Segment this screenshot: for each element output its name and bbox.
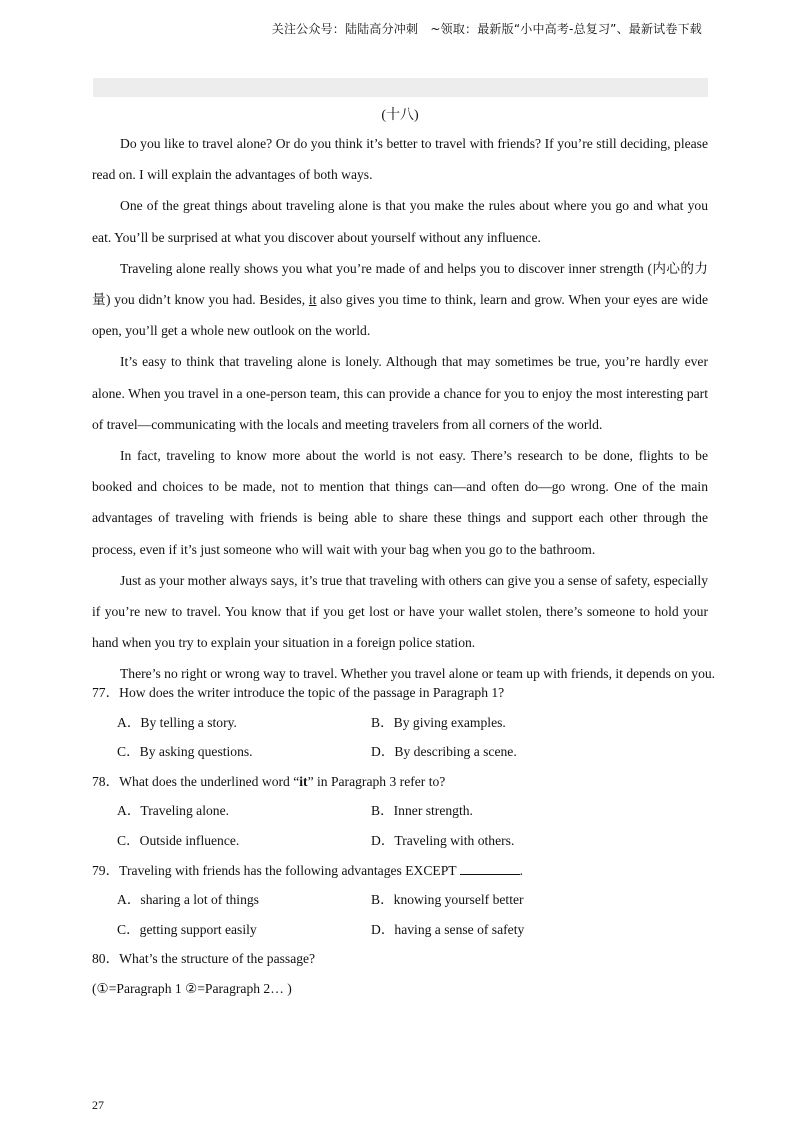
question-79-option-a[interactable]: A．sharing a lot of things	[117, 892, 259, 908]
passage-paragraph-6: Just as your mother always says, it’s true that traveling with others can give you a sense of safety, especially if you’re new to travel. You know that if you get lost or have your wallet stolen, there’s someone to hold your hand when you try to explain your situation in a foreign police station.	[92, 572, 708, 651]
question-79-options-row-2	[92, 915, 708, 945]
passage-paragraph-5: In fact, traveling to know more about the world is not easy. There’s research to be done, flights to be booked and choices to be made, not to mention that things can—and often do—go wrong. One of the main advantages of traveling with friends is being able to share these things and support each other through the process, even if it’s just someone who will wait with your bag when you go to the bathroom.	[92, 448, 708, 557]
question-78-option-b[interactable]: B．Inner strength.	[371, 803, 473, 819]
question-79-stem-period: .	[519, 862, 523, 878]
answer-blank[interactable]	[460, 862, 520, 875]
passage-paragraph-2: One of the great things about traveling alone is that you make the rules about where you go and what you eat. You’ll be surprised at what you discover about yourself without any influence.	[92, 198, 708, 245]
underlined-word-it: it	[308, 292, 317, 308]
header-separator-bar	[93, 78, 708, 97]
question-77-option-d[interactable]: D．By describing a scene.	[371, 744, 517, 760]
reading-passage	[92, 128, 716, 690]
question-78-options-row-2	[92, 826, 708, 856]
question-80-note: (①=Paragraph 1 ②=Paragraph 2… )	[92, 980, 292, 996]
question-79-option-b[interactable]: B．knowing yourself better	[371, 892, 524, 908]
page-number: 27	[92, 1098, 104, 1112]
question-80-stem: 80．What’s the structure of the passage?	[92, 951, 316, 967]
question-77-option-a[interactable]: A．By telling a story.	[117, 714, 237, 730]
question-79-stem	[92, 856, 708, 886]
question-77-option-b[interactable]: B．By giving examples.	[371, 714, 506, 730]
question-79-options-row-1	[92, 885, 708, 915]
passage-paragraph-1: Do you like to travel alone? Or do you think it’s better to travel with friends? If you’re still deciding, please read on. I will explain the advantages of both ways.	[92, 136, 708, 183]
question-78-option-c[interactable]: C．Outside influence.	[117, 832, 240, 848]
question-79-stem-text: 79．Traveling with friends has the following advantages EXCEPT	[92, 862, 457, 878]
question-78-option-a[interactable]: A．Traveling alone.	[117, 803, 230, 819]
question-77-stem: 77．How does the writer introduce the topic of the passage in Paragraph 1?	[92, 685, 505, 700]
question-78-stem-start: 78．What does the underlined word “	[92, 773, 300, 789]
paragraph-3-text-start: Traveling alone really shows you what you’re made of and helps you to discover inner strength (内心的力量) you didn’t know you had. Besides,	[92, 260, 708, 308]
passage-paragraph-3	[92, 253, 708, 347]
question-79-option-c[interactable]: C．getting support easily	[117, 921, 257, 937]
section-title: (十八)	[381, 108, 419, 123]
question-77-options-row-2	[92, 737, 708, 767]
question-78-stem-end: ” in Paragraph 3 refer to?	[307, 773, 446, 789]
paragraph-3-text-end: also gives you time to think, learn and grow. When your eyes are wide open, you’ll get a whole new outlook on the world.	[92, 292, 709, 339]
question-77-option-c[interactable]: C．By asking questions.	[117, 744, 253, 760]
question-78-option-d[interactable]: D．Traveling with others.	[371, 832, 515, 848]
question-77-options-row-1	[92, 708, 708, 738]
page-header: 关注公众号：陆陆高分冲刺 ~领取：最新版“小中高考-总复习”、最新试卷下载	[271, 22, 702, 36]
question-79-option-d[interactable]: D．having a sense of safety	[371, 921, 525, 937]
question-78-options-row-1	[92, 796, 708, 826]
passage-paragraph-4: It’s easy to think that traveling alone is lonely. Although that may sometimes be true, you’re hardly ever alone. When you travel in a one-person team, this can provide a chance for you to enjoy the most interesting part of travel—communicating with the locals and meeting travelers from all corners of the world.	[92, 354, 708, 432]
question-78-stem	[92, 767, 708, 797]
passage-paragraph-7: There’s no right or wrong way to travel. Whether you travel alone or team up with friends, it depends on you.	[120, 666, 716, 682]
question-78-bold-word: it	[299, 773, 308, 789]
question-list	[92, 678, 708, 1004]
